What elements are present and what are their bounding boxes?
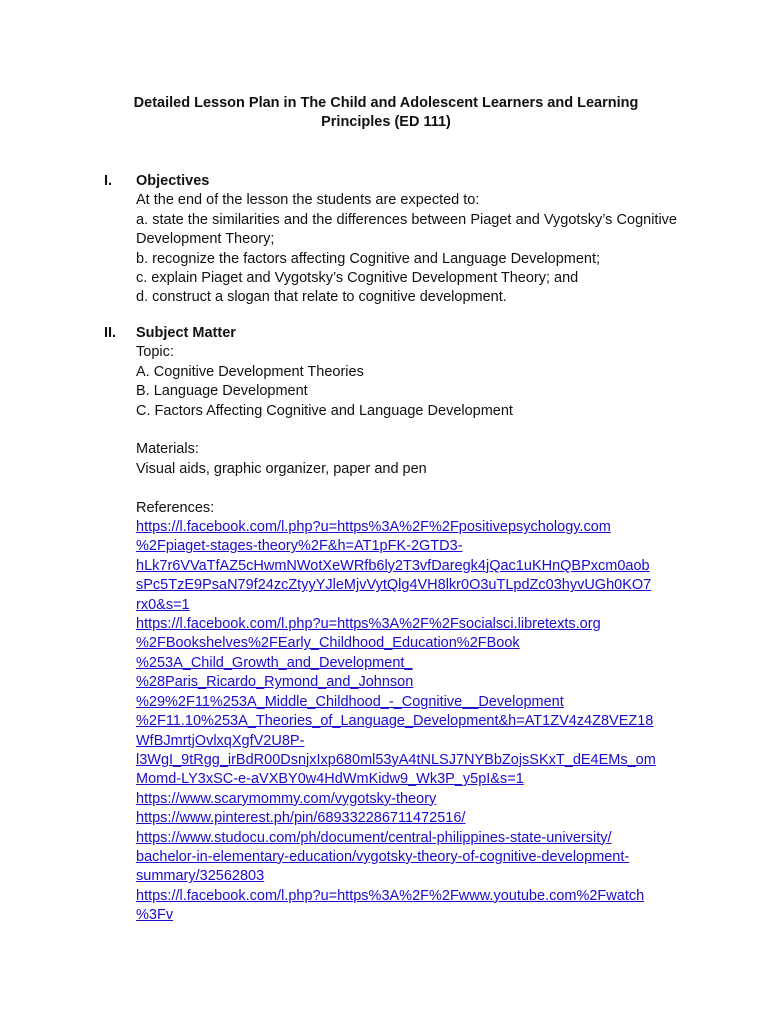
reference-link[interactable]: %2F11.10%253A_Theories_of_Language_Development&h=AT1ZV4z4Z8VEZ18 <box>136 713 654 730</box>
spacer <box>136 421 677 440</box>
section-heading-subject-matter: Subject Matter <box>136 325 236 341</box>
materials-label: Materials: <box>136 441 199 458</box>
section-number-objectives: I. <box>104 173 113 189</box>
reference-link[interactable]: %28Paris_Ricardo_Rymond_and_Johnson <box>136 674 414 691</box>
topic-label: Topic: <box>136 344 174 361</box>
objective-item-a: a. state the similarities and the differences between Piaget and Vygotsky’s Cognitive Development Theory; <box>136 211 677 248</box>
reference-link[interactable]: %2Fpiaget-stages-theory%2F&h=AT1pFK-2GTD3- <box>136 538 463 555</box>
reference-link[interactable]: https://www.studocu.com/ph/document/central-philippines-state-university/ <box>136 829 612 846</box>
references-list <box>136 518 677 926</box>
references-label: References: <box>136 499 215 516</box>
reference-link[interactable]: sPc5TzE9PsaN79f24zcZtyyYJleMjvVytQlg4VH8lkr0O3uTLpdZc03hyvUGh0KO7 <box>136 577 652 594</box>
objective-item-c: c. explain Piaget and Vygotsky’s Cognitive Development Theory; and <box>136 270 579 287</box>
topic-item-b: B. Language Development <box>136 383 308 400</box>
reference-link[interactable]: Momd-LY3xSC-e-aVXBY0w4HdWmKidw9_Wk3P_y5pI&s=1 <box>136 771 524 788</box>
reference-link[interactable]: hLk7r6VVaTfAZ5cHwmNWotXeWRfb6ly2T3vfDaregk4jQac1uKHnQBPxcm0aob <box>136 557 650 574</box>
title-line-2: Principles (ED 111) <box>321 114 451 130</box>
section-heading-objectives: Objectives <box>136 173 210 189</box>
document-title <box>100 94 672 132</box>
section-subject-matter <box>136 324 677 926</box>
reference-link[interactable]: https://www.pinterest.ph/pin/689332286711472516/ <box>136 810 466 827</box>
reference-link[interactable]: bachelor-in-elementary-education/vygotsky-theory-of-cognitive-development- <box>136 848 630 865</box>
reference-link[interactable]: %253A_Child_Growth_and_Development_ <box>136 654 413 671</box>
topic-item-a: A. Cognitive Development Theories <box>136 363 364 380</box>
reference-link[interactable]: https://l.facebook.com/l.php?u=https%3A%2F%2Fwww.youtube.com%2Fwatch <box>136 887 645 904</box>
reference-link[interactable]: l3WgI_9tRgg_irBdR00DsnjxIxp680ml53yA4tNLSJ7NYBbZojsSKxT_dE4EMs_om <box>136 751 656 768</box>
spacer <box>136 479 677 498</box>
section-number-subject-matter: II. <box>104 325 117 341</box>
objective-item-d: d. construct a slogan that relate to cognitive development. <box>136 289 507 306</box>
objectives-intro: At the end of the lesson the students are expected to: <box>136 192 480 209</box>
objective-item-b: b. recognize the factors affecting Cognitive and Language Development; <box>136 250 601 267</box>
reference-link[interactable]: %2FBookshelves%2FEarly_Childhood_Education%2FBook <box>136 635 520 652</box>
section-objectives <box>136 172 677 308</box>
reference-link[interactable]: https://l.facebook.com/l.php?u=https%3A%2F%2Fpositivepsychology.com <box>136 519 611 536</box>
reference-link[interactable]: https://www.scarymommy.com/vygotsky-theory <box>136 790 437 807</box>
reference-link[interactable]: https://l.facebook.com/l.php?u=https%3A%2F%2Fsocialsci.libretexts.org <box>136 616 601 633</box>
reference-link[interactable]: summary/32562803 <box>136 868 265 885</box>
topic-item-c: C. Factors Affecting Cognitive and Language Development <box>136 402 513 419</box>
reference-link[interactable]: WfBJmrtjOvlxqXgfV2U8P- <box>136 732 305 749</box>
title-line-1: Detailed Lesson Plan in The Child and Adolescent Learners and Learning <box>133 95 639 111</box>
reference-link[interactable]: rx0&s=1 <box>136 596 190 613</box>
reference-link[interactable]: %29%2F11%253A_Middle_Childhood_-_Cognitive__Development <box>136 693 564 710</box>
reference-link[interactable]: %3Fv <box>136 907 174 924</box>
materials-text: Visual aids, graphic organizer, paper and pen <box>136 460 427 477</box>
